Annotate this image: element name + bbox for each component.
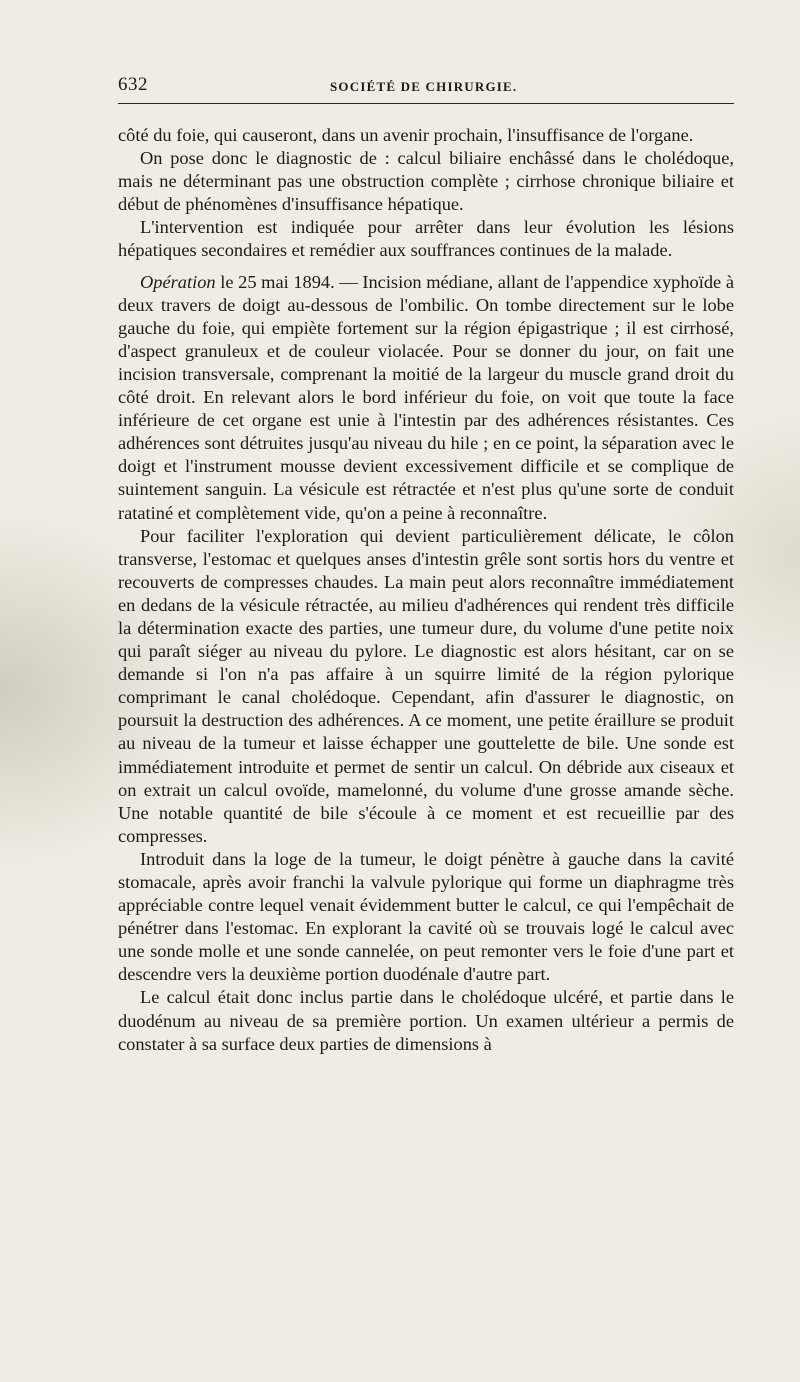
journal-title: SOCIÉTÉ DE CHIRURGIE. (330, 79, 518, 94)
operation-lead: Opération (140, 271, 216, 292)
operation-text: le 25 mai 1894. — Incision médiane, allant de l'appendice xyphoïde à deux travers de doigt au-dessous de l'ombilic. On tombe directement sur le lobe gauche du foie, qui empiète fortement sur la région épigastrique ; il est cirrhosé, d'aspect granuleux et de couleur violacée. Pour se donner du jour, on fait une incision transversale, comprenant la moitié de la largeur du muscle grand droit du côté droit. En relevant alors le bord inférieur du foie, on voit que toute la face inférieure de cet organe est unie à l'intestin par des adhérences résistantes. Ces adhérences sont détruites jusqu'au niveau du hile ; en ce point, la séparation avec le doigt et l'instrument mousse devient excessivement difficile et se complique de suintement sanguin. La vésicule est rétractée et n'est plus qu'une sorte de conduit ratatiné et complètement vide, qu'on a peine à reconnaître. (118, 271, 734, 523)
paragraph-indication: L'intervention est indiquée pour arrêter dans leur évolution les lésions hépatiques secondaires et remédier aux souffrances continues de la malade. (118, 217, 734, 261)
body-text (118, 124, 734, 1056)
paragraph-continuation: côté du foie, qui causeront, dans un avenir prochain, l'insuffisance de l'organe. (118, 125, 694, 145)
paragraph-finger-exploration: Introduit dans la loge de la tumeur, le doigt pénètre à gauche dans la cavité stomacale, après avoir franchi la valvule pylorique qui forme un diaphragme très appréciable contre lequel venait évidemment butter le calcul, ce qui l'empêchait de pénétrer dans l'estomac. En explorant la cavité où se trouvais logé le calcul avec une sonde molle et une sonde cannelée, on peut remonter vers le foie d'une part et descendre vers la deuxième portion duodénale d'autre part. (118, 848, 734, 985)
paragraph-exploration: Pour faciliter l'exploration qui devient particulièrement délicate, le côlon transverse, l'estomac et quelques anses d'intestin grêle sont sortis hors du ventre et recouverts de compresses chaudes. La main peut alors reconnaître immédiatement en dedans de la vésicule rétractée, au milieu d'adhérences qui rendent très difficile la détermination exacte des parties, une tumeur dure, du volume d'une petite noix qui paraît siéger au niveau du pylore. Le diagnostic est alors hésitant, car on se demande si l'on n'a pas affaire à un squirre limité de la région pylorique comprimant le canal cholédoque. Cependant, afin d'assurer le diagnostic, on poursuit la destruction des adhérences. A ce moment, une petite éraillure se produit au niveau de la tumeur et laisse échapper une gouttelette de bile. Une sonde est immédiatement introduite et permet de sentir un calcul. On débride aux ciseaux et on extrait un calcul ovoïde, mamelonné, du volume d'une grosse amande sèche. Une notable quantité de bile s'écoule à ce moment et est recueillie par des compresses. (118, 525, 734, 846)
page-number: 632 (118, 74, 148, 95)
header-rule (118, 103, 734, 104)
paragraph-operation (118, 271, 734, 525)
paragraph-calculus-location: Le calcul était donc inclus partie dans le cholédoque ulcéré, et partie dans le duodénum au niveau de sa première portion. Un examen ultérieur a permis de constater à sa surface deux parties de dimensions à (118, 987, 734, 1054)
paragraph-diagnosis: On pose donc le diagnostic de : calcul biliaire enchâssé dans le cholédoque, mais ne déterminant pas une obstruction complète ; cirrhose chronique biliaire et début de phénomènes d'insuffisance hépatique. (118, 148, 734, 215)
running-header (118, 74, 734, 102)
